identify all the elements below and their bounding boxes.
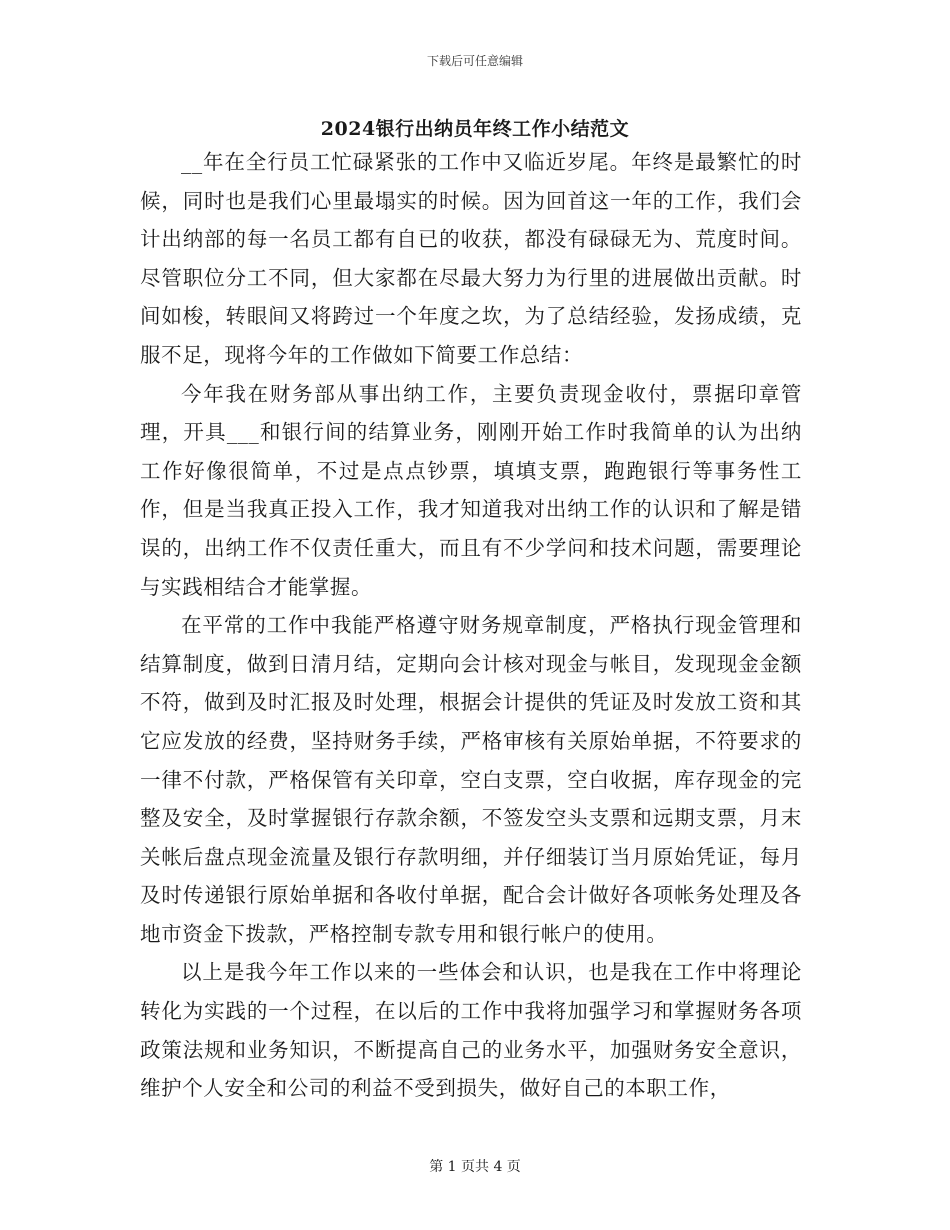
document-body <box>140 143 802 1108</box>
document-title: 2024银行出纳员年终工作小结范文 <box>320 118 630 140</box>
paragraph-daily-work: 在平常的工作中我能严格遵守财务规章制度，严格执行现金管理和结算制度，做到日清月结，定期向会计核对现金与帐目，发现现金金额不符，做到及时汇报及时处理，根据会计提供的凭证及时发放工资和其它应发放的经费，坚持财务手续，严格审核有关原始单据，不符要求的一律不付款，严格保管有关印章，空白支票，空白收据，库存现金的完整及安全，及时掌握银行存款余额，不签发空头支票和远期支票，月末关帐后盘点现金流量及银行存款明细，并仔细装订当月原始凭证，每月及时传递银行原始单据和各收付单据，配合会计做好各项帐务处理及各地市资金下拨款，严格控制专款专用和银行帐户的使用。 <box>140 613 802 946</box>
paragraph-conclusion: 以上是我今年工作以来的一些体会和认识，也是我在工作中将理论转化为实践的一个过程，在以后的工作中我将加强学习和掌握财务各项政策法规和业务知识，不断提高自己的业务水平，加强财务安全意识，维护个人安全和公司的利益不受到损失，做好自己的本职工作， <box>140 960 802 1101</box>
page-number: 第 1 页共 4 页 <box>429 1159 521 1175</box>
paragraph-duties: 今年我在财务部从事出纳工作，主要负责现金收付，票据印章管理，开具___和银行间的结算业务，刚刚开始工作时我简单的认为出纳工作好像很简单，不过是点点钞票，填填支票，跑跑银行等事务性工作，但是当我真正投入工作，我才知道我对出纳工作的认识和了解是错误的，出纳工作不仅责任重大，而且有不少学问和技术问题，需要理论与实践相结合才能掌握。 <box>140 381 802 599</box>
page-header: 下载后可任意编辑 <box>426 54 523 68</box>
paragraph-intro: __年在全行员工忙碌紧张的工作中又临近岁尾。年终是最繁忙的时候，同时也是我们心里最塌实的时候。因为回首这一年的工作，我们会计出纳部的每一名员工都有自已的收获，都没有碌碌无为、荒度时间。尽管职位分工不同，但大家都在尽最大努力为行里的进展做出贡献。时间如梭，转眼间又将跨过一个年度之坎，为了总结经验，发扬成绩，克服不足，现将今年的工作做如下简要工作总结： <box>140 150 802 367</box>
